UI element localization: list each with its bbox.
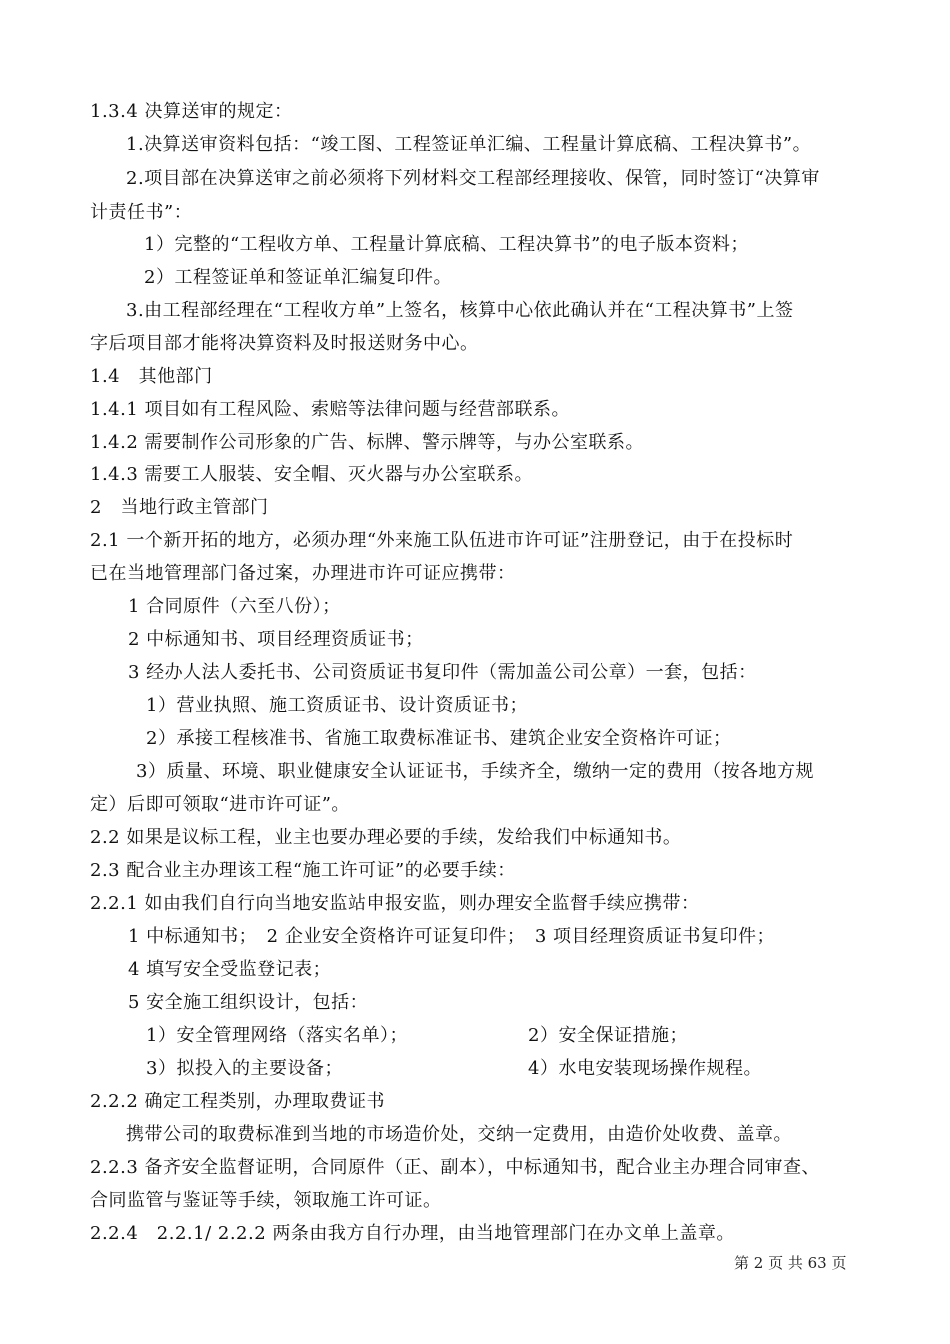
text-line: 2.2.2 确定工程类别，办理取费证书 xyxy=(90,1091,386,1112)
text-line: 合同监管与鉴证等手续，领取施工许可证。 xyxy=(90,1190,442,1211)
text-line: 携带公司的取费标准到当地的市场造价处，交纳一定费用，由造价处收费、盖章。 xyxy=(126,1124,792,1145)
text-line: 1.3.4 决算送审的规定： xyxy=(90,101,293,122)
list-item-right: 2）安全保证措施； xyxy=(528,1025,688,1046)
list-item-right: 4）水电安装现场操作规程。 xyxy=(528,1058,762,1079)
list-item: 5 安全施工组织设计，包括： xyxy=(128,992,369,1013)
text-line: 2.2.3 备齐安全监督证明，合同原件（正、副本），中标通知书，配合业主办理合同审查、 xyxy=(90,1157,821,1178)
list-item: 2）承接工程核准书、省施工取费标准证书、建筑企业安全资格许可证； xyxy=(146,728,732,749)
text-line: 2.2.1 如由我们自行向当地安监站申报安监，则办理安全监督手续应携带： xyxy=(90,893,700,914)
list-item: 4 填写安全受监登记表； xyxy=(128,959,332,980)
list-item: 1）安全管理网络（落实名单）； xyxy=(146,1025,408,1046)
text-line: 2.2.4 2.2.1/ 2.2.2 两条由我方自行办理，由当地管理部门在办文单上盖章。 xyxy=(90,1223,735,1244)
page-number: 第 2 页 共 63 页 xyxy=(734,1254,847,1272)
text-line: 2.2 如果是议标工程，业主也要办理必要的手续，发给我们中标通知书。 xyxy=(90,827,682,848)
list-item: 3）质量、环境、职业健康安全认证证书，手续齐全，缴纳一定的费用（按各地方规 xyxy=(136,761,814,782)
text-line: 1.4.3 需要工人服装、安全帽、灭火器与办公室联系。 xyxy=(90,464,534,485)
section-heading: 2 当地行政主管部门 xyxy=(90,497,269,518)
text-line: 定）后即可领取“进市许可证”。 xyxy=(90,794,350,815)
list-item: 1 合同原件（六至八份）； xyxy=(128,596,341,617)
list-item: 3）拟投入的主要设备； xyxy=(146,1058,343,1079)
section-heading: 1.4 其他部门 xyxy=(90,366,213,387)
text-line: 1.决算送审资料包括：“竣工图、工程签证单汇编、工程量计算底稿、工程决算书”。 xyxy=(126,134,812,155)
text-line: 计责任书”： xyxy=(90,202,193,223)
text-line: 1.4.2 需要制作公司形象的广告、标牌、警示牌等，与办公室联系。 xyxy=(90,432,645,453)
text-line: 已在当地管理部门备过案，办理进市许可证应携带： xyxy=(90,563,516,584)
list-item: 1）营业执照、施工资质证书、设计资质证书； xyxy=(146,695,528,716)
text-line: 2.项目部在决算送审之前必须将下列材料交工程部经理接收、保管，同时签订“决算审 xyxy=(126,168,820,189)
text-line: 3.由工程部经理在“工程收方单”上签名，核算中心依此确认并在“工程决算书”上签 xyxy=(126,300,794,321)
list-item: 1 中标通知书； 2 企业安全资格许可证复印件； 3 项目经理资质证书复印件； xyxy=(128,926,776,947)
text-line: 2.1 一个新开拓的地方，必须办理“外来施工队伍进市许可证”注册登记，由于在投标时 xyxy=(90,530,794,551)
list-item: 2 中标通知书、项目经理资质证书； xyxy=(128,629,424,650)
text-line: 2）工程签证单和签证单汇编复印件。 xyxy=(144,267,452,288)
text-line: 字后项目部才能将决算资料及时报送财务中心。 xyxy=(90,333,479,354)
text-line: 1.4.1 项目如有工程风险、索赔等法律问题与经营部联系。 xyxy=(90,399,571,420)
list-item: 3 经办人法人委托书、公司资质证书复印件（需加盖公司公章）一套，包括： xyxy=(128,662,757,683)
text-line: 1）完整的“工程收方单、工程量计算底稿、工程决算书”的电子版本资料； xyxy=(144,234,749,255)
text-line: 2.3 配合业主办理该工程“施工许可证”的必要手续： xyxy=(90,860,516,881)
